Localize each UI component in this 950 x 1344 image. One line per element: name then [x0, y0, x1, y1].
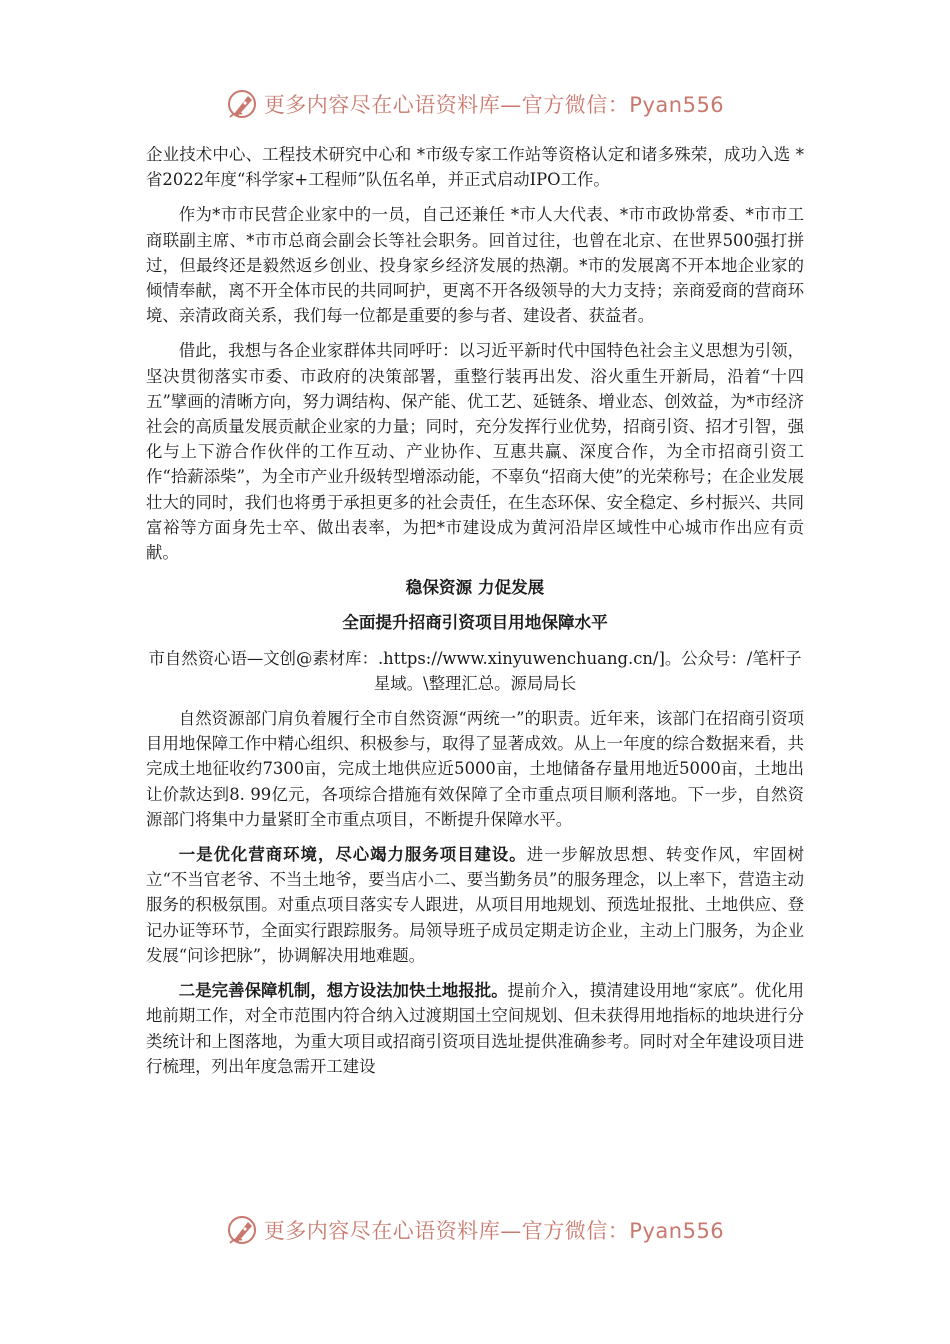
top-watermark [0, 84, 950, 124]
byline: 市自然资心语—文创@素材库：.https://www.xinyuwenchuang.cn/]。公众号：/笔杆子星域。\整理汇总。源局局长 [148, 648, 802, 693]
paragraph-3: 借此，我想与各企业家群体共同呼吁：以习近平新时代中国特色社会主义思想为引领，坚决贯彻落实市委、市政府的决策部署，重整行装再出发、浴火重生开新局，沿着“十四五”擘画的清晰方向，努力调结构、保产能、优工艺、延链条、增业态、创效益，为*市经济社会的高质量发展贡献企业家的力量；同时，充分发挥行业优势，招商引资、招才引智，强化与上下游合作伙伴的工作互动、产业协作、互惠共赢、深度合作，为全市招商引资工作“拾薪添柴”，为全市产业升级转型增添动能，不辜负“招商大使”的光荣称号；在企业发展壮大的同时，我们也将勇于承担更多的社会责任，在生态环保、安全稳定、乡村振兴、共同富裕等方面身先士卒、做出表率，为把*市建设成为黄河沿岸区域性中心城市作出应有贡献。 [146, 341, 804, 563]
bottom-watermark [0, 1210, 950, 1250]
document-body [146, 142, 804, 1089]
section-heading: 稳保资源 力促发展 [405, 577, 545, 598]
watermark-text: 更多内容尽在心语资料库—官方微信：Pyan556 [263, 1219, 725, 1243]
watermark-text: 更多内容尽在心语资料库—官方微信：Pyan556 [263, 93, 725, 117]
paragraph-6-lead: 二是完善保障机制，想方设法加快土地报批。 [178, 981, 508, 1001]
paragraph-2: 作为*市市民营企业家中的一员，自己还兼任 *市人大代表、*市市政协常委、*市市工商联副主席、*市市总商会副会长等社会职务。回首过往，也曾在北京、在世界500强打拼过，但最终还是毅然返乡创业、投身家乡经济发展的热潮。*市的发展离不开本地企业家的倾情奉献，离不开全体市民的共同呵护，更离不开各级领导的大力支持；亲商爱商的营商环境、亲清政商关系，我们每一位都是重要的参与者、建设者、获益者。 [146, 205, 804, 326]
pen-nib-logo-icon [226, 87, 260, 121]
paragraph-6 [146, 978, 804, 1079]
paragraph-5-lead: 一是优化营商环境，尽心竭力服务项目建设。 [178, 845, 527, 865]
article-title: 全面提升招商引资项目用地保障水平 [342, 612, 608, 633]
paragraph-5-body: 进一步解放思想、转变作风，牢固树立“不当官老爷、不当土地爷，要当店小二、要当勤务员”的服务理念，以上率下，营造主动服务的积极氛围。对重点项目落实专人跟进，从项目用地规划、预选址报批、土地供应、登记办证等环节，全面实行跟踪服务。局领导班子成员定期走访企业，主动上门服务，为企业发展“问诊把脉”，协调解决用地难题。 [146, 845, 805, 965]
paragraph-6-body: 提前介入，摸清建设用地“家底”。优化用地前期工作，对全市范围内符合纳入过渡期国土空间规划、但未获得用地指标的地块进行分类统计和上图落地，为重大项目或招商引资项目选址提供准确参考。同时对全年建设项目进行梳理，列出年度急需开工建设 [146, 981, 804, 1076]
paragraph-1: 企业技术中心、工程技术研究中心和 *市级专家工作站等资格认定和诸多殊荣，成功入选 *省2022年度“科学家+工程师”队伍名单，并正式启动IPO工作。 [146, 145, 804, 190]
paragraph-4: 自然资源部门肩负着履行全市自然资源“两统一”的职责。近年来，该部门在招商引资项目用地保障工作中精心组织、积极参与，取得了显著成效。从上一年度的综合数据来看，共完成土地征收约7300亩，完成土地供应近5000亩，土地储备存量用地近5000亩，土地出让价款达到8. 99亿元，各项综合措施有效保障了全市重点项目顺利落地。下一步，自然资源部门将集中力量紧盯全市重点项目，不断提升保障水平。 [146, 709, 804, 829]
paragraph-5 [146, 842, 804, 968]
pen-nib-logo-icon [226, 1213, 260, 1247]
